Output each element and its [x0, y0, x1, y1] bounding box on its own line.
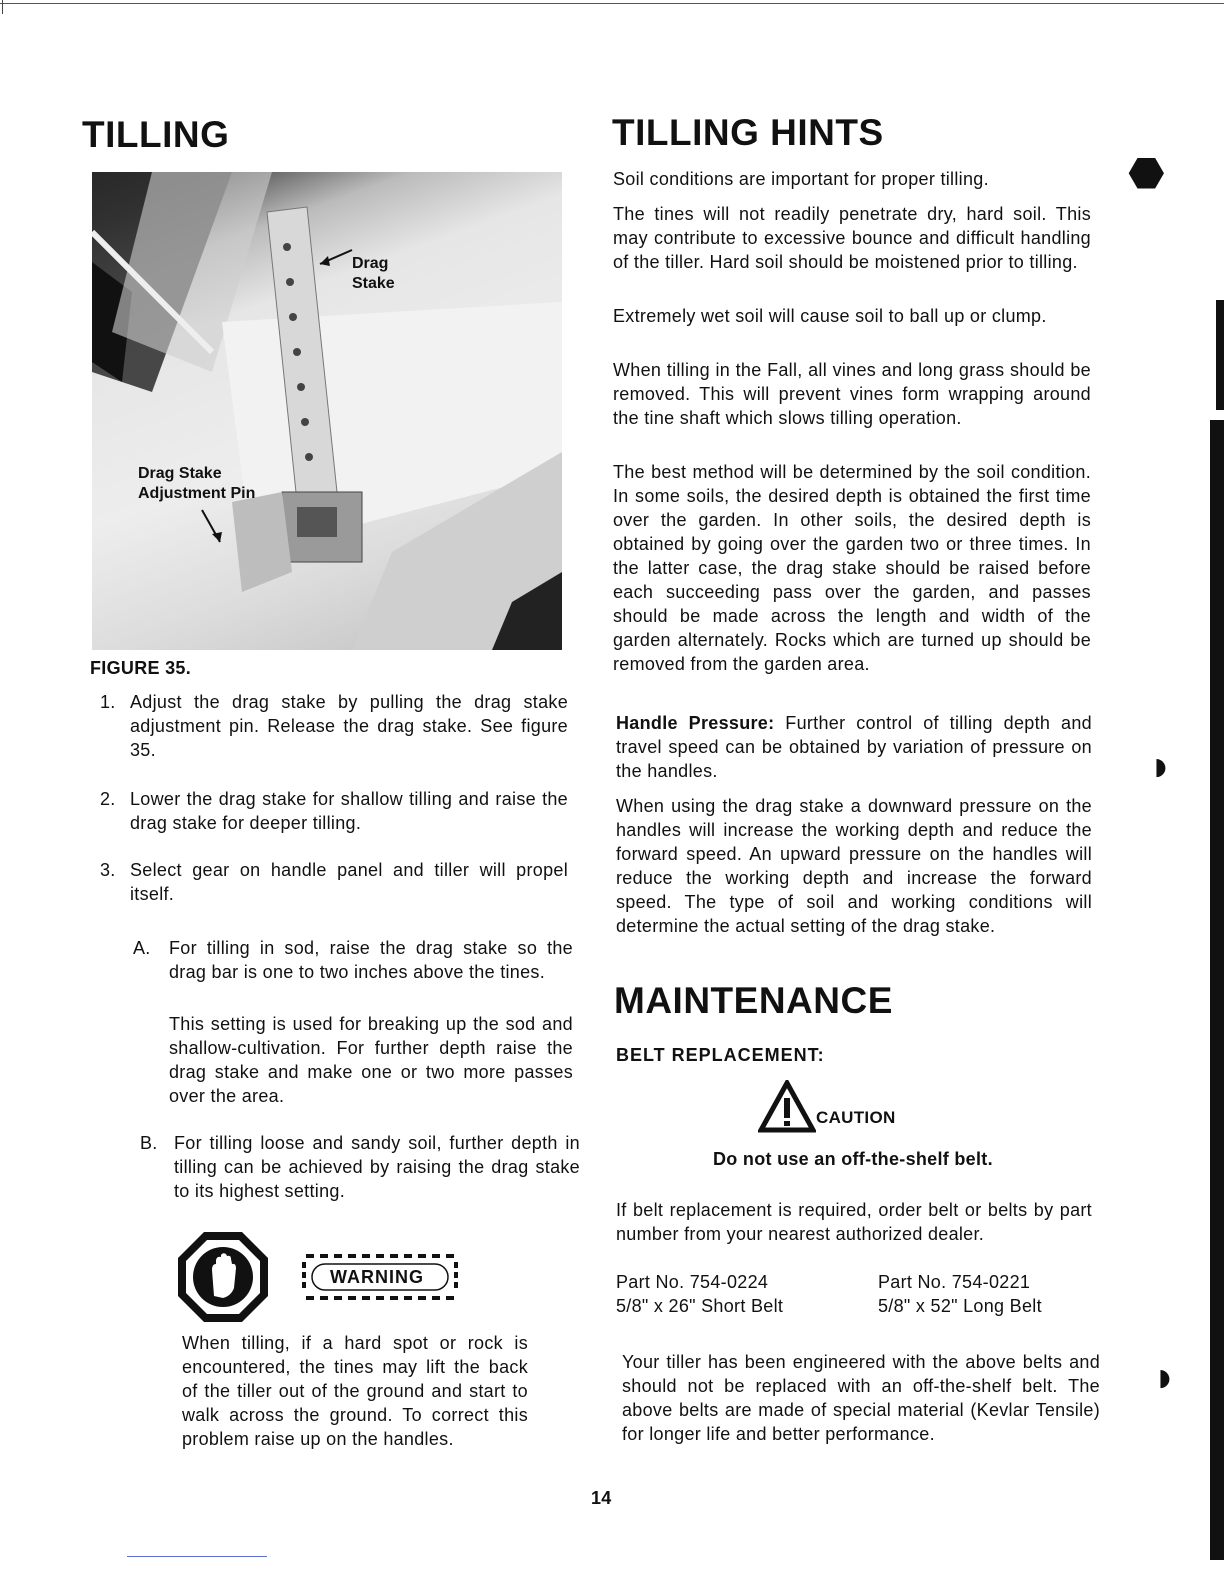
hint-paragraph: The tines will not readily penetrate dry, hard soil. This may contribute to excessive bounce and difficult handling of the tiller. Hard soil should be moistened prior to tilling. — [613, 204, 1091, 272]
closing-text: Your tiller has been engineered with the above belts and should not be replaced with an off-the-shelf belt. The above belts are made of special material (Kevlar Tensile) for longer life and better performance. — [622, 1352, 1100, 1444]
hint-paragraph: The best method will be determined by the soil condition. In some soils, the desired depth is obtained the first time over the garden. In other soils, the desired depth is obtained by going over the garden two or three times. In the latter case, the drag stake should be raised before each succeeding pass over the garden, and passes should be made across the length and width of the garden alternately. Rocks which are turned up should be removed from the garden area. — [613, 462, 1091, 674]
handle-pressure-label: Handle Pressure: — [616, 713, 775, 733]
adjustment-pin-label: Drag Stake Adjustment Pin — [138, 465, 256, 502]
caution-text: Do not use an off-the-shelf belt. — [713, 1149, 993, 1169]
thumb-tab-icon: ◗ — [1152, 1353, 1178, 1400]
part-desc-2: 5/8" x 52" Long Belt — [878, 1296, 1042, 1316]
warning-text: When tilling, if a hard spot or rock is encountered, the tines may lift the back of the tiller out of the ground and start to walk across the ground. To correct this problem raise up on the handles. — [182, 1333, 528, 1449]
caution-triangle-icon — [758, 1080, 816, 1134]
drag-stake-label: Drag Stake — [352, 255, 395, 292]
scan-edge-bar — [1216, 300, 1224, 410]
part-number-2: Part No. 754-0221 — [878, 1272, 1031, 1292]
part-desc-1: 5/8" x 26" Short Belt — [616, 1296, 784, 1316]
thumb-tab-icon: ◗ — [1148, 742, 1174, 789]
figure-35-photo — [92, 172, 562, 650]
handle-pressure-paragraph — [616, 711, 1092, 783]
scan-edge-bar — [1210, 420, 1224, 1560]
hint-paragraph: Extremely wet soil will cause soil to ball up or clump. — [613, 306, 1047, 326]
drag-stake-illustration — [92, 172, 562, 650]
hint-paragraph: Soil conditions are important for proper tilling. — [613, 169, 989, 189]
warning-label: WARNING — [330, 1267, 424, 1287]
footer-rule — [127, 1556, 267, 1557]
scan-corner-mark — [2, 0, 3, 14]
order-text: If belt replacement is required, order belt or belts by part number from your nearest authorized dealer. — [616, 1200, 1092, 1244]
tilling-hints-title: TILLING HINTS — [612, 112, 884, 153]
hint-paragraph: When tilling in the Fall, all vines and long grass should be removed. This will prevent vines form wrapping around the tine shaft which slows tilling operation. — [613, 360, 1091, 428]
page-number: 14 — [591, 1488, 612, 1508]
scan-top-line — [0, 3, 1224, 4]
part-number-1: Part No. 754-0224 — [616, 1272, 769, 1292]
thumb-tab-icon: ⬣ — [1128, 149, 1165, 196]
figure-caption: FIGURE 35. — [90, 658, 192, 678]
stop-hand-icon — [176, 1230, 270, 1324]
belt-replacement-subtitle: BELT REPLACEMENT: — [616, 1045, 825, 1065]
handle-pressure-text: Further control of tilling depth and travel speed can be obtained by variation of pressure on the handles. — [616, 713, 1092, 781]
warning-banner — [298, 1250, 462, 1304]
maintenance-title: MAINTENANCE — [614, 980, 893, 1021]
tilling-title: TILLING — [82, 114, 230, 155]
steps-list: 1. Adjust the drag stake by pulling the drag stake adjustment pin. Release the drag stake. See figure 35. 2. Lower the drag stake for shallow tilling and raise the drag stake for deeper tilling. 3. Select gear on handle panel and tiller will propel itself. — [100, 692, 568, 904]
caution-label: CAUTION — [816, 1108, 896, 1127]
substep-note: This setting is used for breaking up the sod and shallow-cultivation. For further depth raise the drag stake and make one or two more passes over the area. — [169, 1014, 573, 1106]
drag-stake-paragraph: When using the drag stake a downward pressure on the handles will increase the working depth and reduce the forward speed. An upward pressure on the handles will reduce the working depth and increase the forward speed. The type of soil and working conditions will determine the actual setting of the drag stake. — [616, 796, 1092, 936]
